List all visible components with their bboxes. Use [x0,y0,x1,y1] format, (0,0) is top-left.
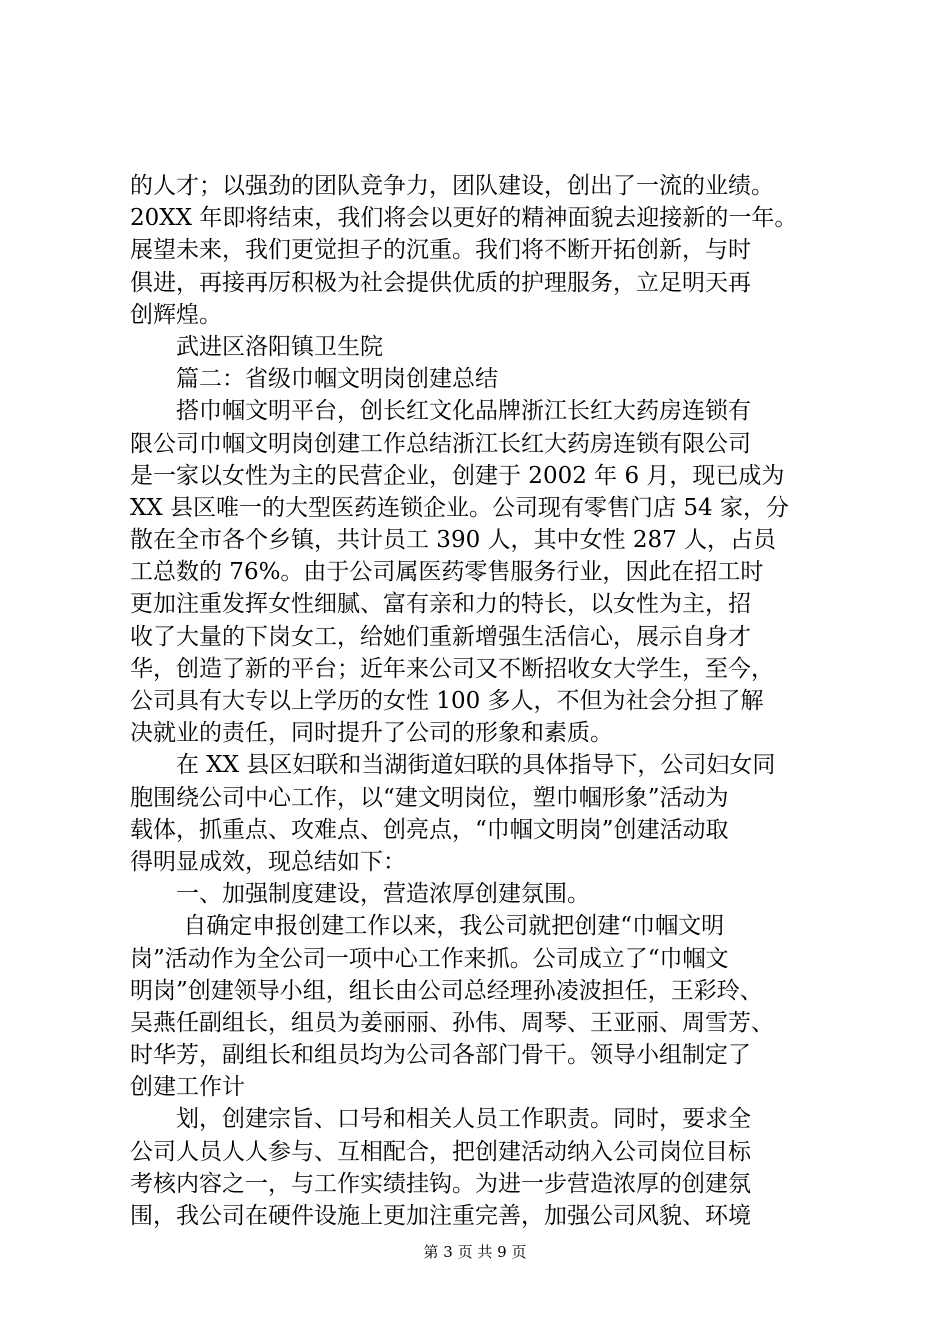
text-line: 岗”活动作为全公司一项中心工作来抓。公司成立了“巾帼文 [130,945,729,972]
text-line: 篇二：省级巾帼文明岗创建总结 [130,366,498,393]
page-footer: 第 3 页 共 9 页 [423,1243,527,1261]
text-line: XX 县区唯一的大型医药连锁企业。公司现有零售门店 54 家，分 [130,494,789,521]
text-line: 华，创造了新的平台；近年来公司又不断招收女大学生，至今， [130,655,774,682]
text-line: 搭巾帼文明平台，创长红文化品牌浙江长红大药房连锁有 [130,398,751,425]
text-line: 收了大量的下岗女工，给她们重新增强生活信心，展示自身才 [130,623,751,650]
text-line: 一、加强制度建设，营造浓厚创建氛围。 [130,881,590,908]
text-line: 创建工作计 [130,1074,245,1101]
text-line: 划，创建宗旨、口号和相关人员工作职责。同时，要求全 [130,1106,751,1133]
text-line: 工总数的 76%。由于公司属医药零售服务行业，因此在招工时 [130,559,764,586]
text-line: 得明显成效，现总结如下： [130,848,406,875]
text-line: 自确定申报创建工作以来，我公司就把创建“巾帼文明 [130,913,725,940]
text-line: 展望未来，我们更觉担子的沉重。我们将不断开拓创新，与时 [130,237,751,264]
text-line: 在 XX 县区妇联和当湖街道妇联的具体指导下，公司妇女同 [130,752,776,779]
text-line: 的人才；以强劲的团队竞争力，团队建设，创出了一流的业绩。 [130,173,774,199]
text-line: 胞围绕公司中心工作，以“建文明岗位，塑巾帼形象”活动为 [130,784,729,811]
text-line: 20XX 年即将结束，我们将会以更好的精神面貌去迎接新的一年。 [130,205,798,232]
text-line: 限公司巾帼文明岗创建工作总结浙江长红大药房连锁有限公司 [130,430,751,457]
text-line: 吴燕任副组长，组员为姜丽丽、孙伟、周琴、王亚丽、周雪芳、 [130,1009,774,1036]
text-line: 创辉煌。 [130,301,222,328]
text-line: 公司具有大专以上学历的女性 100 多人，不但为社会分担了解 [130,688,764,714]
text-line: 是一家以女性为主的民营企业，创建于 2002 年 6 月，现已成为 [130,462,785,489]
body-text [130,170,830,1232]
text-line: 公司人员人人参与、互相配合，把创建活动纳入公司岗位目标 [130,1138,751,1165]
text-line: 载体，抓重点、攻难点、创亮点，“巾帼文明岗”创建活动取 [130,816,729,843]
text-line: 更加注重发挥女性细腻、富有亲和力的特长，以女性为主，招 [130,591,751,618]
text-line: 明岗”创建领导小组，组长由公司总经理孙凌波担任，王彩玲、 [130,977,763,1004]
text-line: 时华芳，副组长和组员均为公司各部门骨干。领导小组制定了 [130,1042,751,1069]
text-line: 考核内容之一，与工作实绩挂钩。为进一步营造浓厚的创建氛 [130,1170,751,1197]
text-line: 决就业的责任，同时提升了公司的形象和素质。 [130,720,613,747]
text-line: 武进区洛阳镇卫生院 [130,333,383,360]
text-line: 散在全市各个乡镇，共计员工 390 人，其中女性 287 人，占员 [130,527,777,554]
text-line: 俱进，再接再厉积极为社会提供优质的护理服务，立足明天再 [130,269,751,296]
text-line: 围，我公司在硬件设施上更加注重完善，加强公司风貌、环境 [130,1203,751,1229]
